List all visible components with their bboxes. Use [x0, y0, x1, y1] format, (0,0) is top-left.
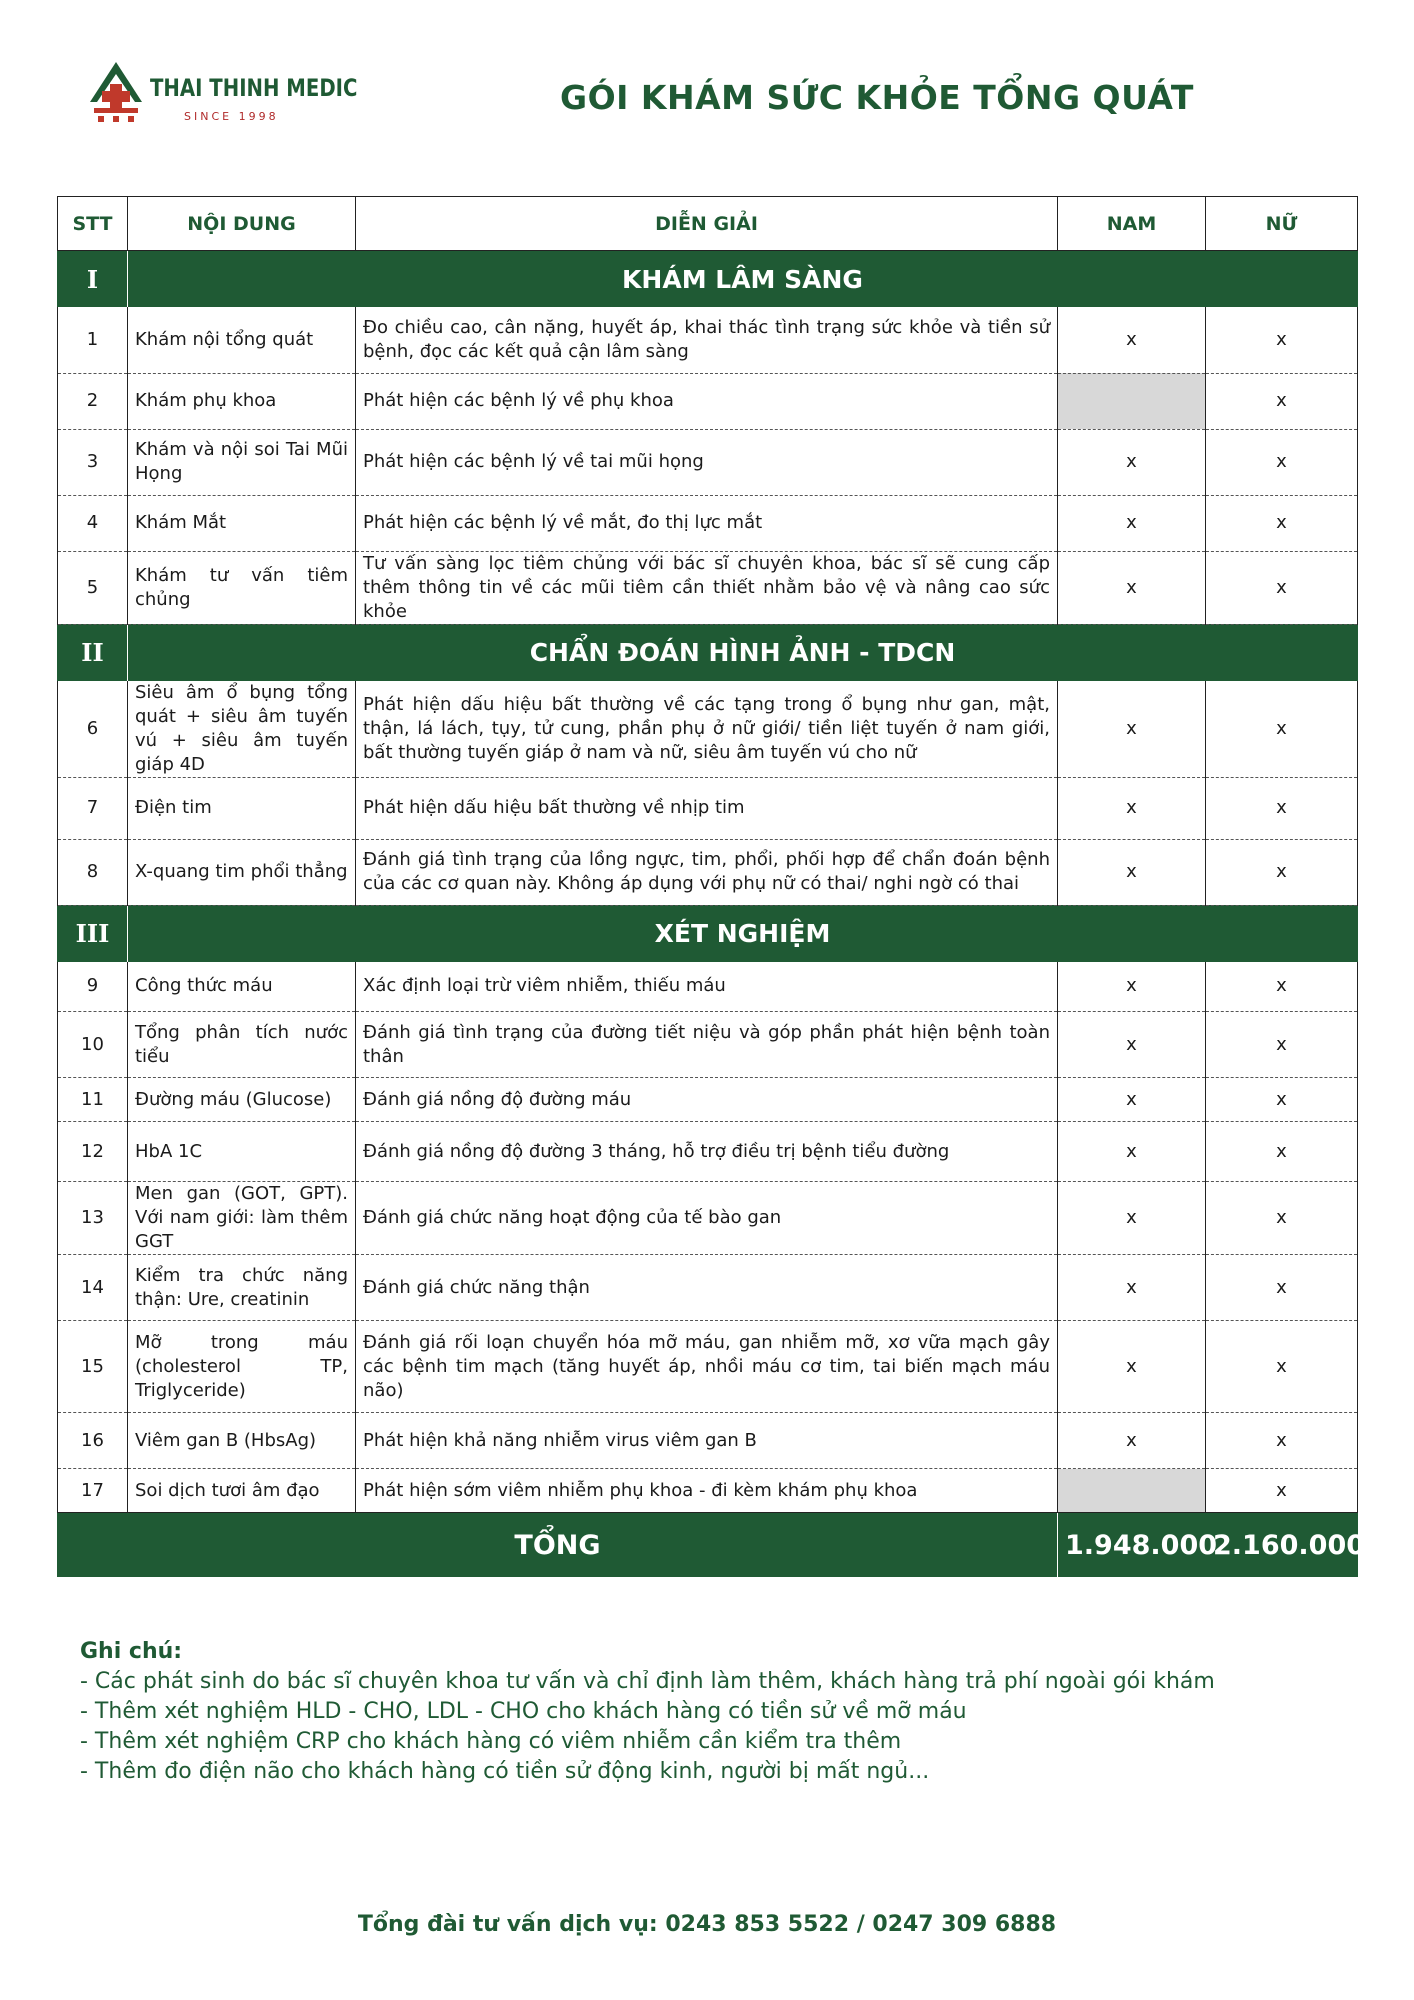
male-check [1058, 1469, 1206, 1513]
service-description: Đánh giá chức năng hoạt động của tế bào gan [356, 1182, 1058, 1255]
section-title: CHẨN ĐOÁN HÌNH ẢNH - TDCN [128, 624, 1358, 681]
female-check: x [1206, 1182, 1358, 1255]
section-title: KHÁM LÂM SÀNG [128, 251, 1358, 308]
service-name: Công thức máu [128, 962, 356, 1012]
table-row [58, 307, 1358, 373]
row-number: 13 [58, 1182, 128, 1255]
service-description: Phát hiện sớm viêm nhiễm phụ khoa - đi kèm khám phụ khoa [356, 1469, 1058, 1513]
note-item: - Thêm xét nghiệm HLD - CHO, LDL - CHO cho khách hàng có tiền sử về mỡ máu [80, 1699, 967, 1724]
female-check: x [1206, 962, 1358, 1012]
table-row [58, 1413, 1358, 1469]
service-description: Đánh giá tình trạng của đường tiết niệu và góp phần phát hiện bệnh toàn thân [356, 1012, 1058, 1078]
table-header-row [58, 197, 1358, 251]
header-stt: STT [58, 197, 128, 251]
service-name: Điện tim [128, 777, 356, 839]
male-check: x [1058, 1012, 1206, 1078]
female-check: x [1206, 681, 1358, 778]
page-title: GÓI KHÁM SỨC KHỎE TỔNG QUÁT [560, 78, 1194, 117]
female-check: x [1206, 777, 1358, 839]
table-row [58, 495, 1358, 551]
note-item: - Thêm xét nghiệm CRP cho khách hàng có viêm nhiễm cần kiểm tra thêm [80, 1729, 902, 1754]
total-price-female: 2.160.000 [1206, 1513, 1358, 1578]
row-number: 9 [58, 962, 128, 1012]
male-check: x [1058, 681, 1206, 778]
male-check: x [1058, 495, 1206, 551]
service-description: Phát hiện các bệnh lý về phụ khoa [356, 373, 1058, 429]
female-check: x [1206, 1413, 1358, 1469]
note-item: - Các phát sinh do bác sĩ chuyên khoa tư vấn và chỉ định làm thêm, khách hàng trả phí ngoài gói khám [80, 1669, 1215, 1694]
table-row [58, 777, 1358, 839]
table-row [58, 1078, 1358, 1122]
service-description: Đánh giá nồng độ đường 3 tháng, hỗ trợ điều trị bệnh tiểu đường [356, 1122, 1058, 1182]
row-number: 11 [58, 1078, 128, 1122]
header-male: NAM [1058, 197, 1206, 251]
row-number: 10 [58, 1012, 128, 1078]
service-name: Khám tư vấn tiêm chủng [128, 551, 356, 624]
row-number: 8 [58, 839, 128, 905]
male-check: x [1058, 1122, 1206, 1182]
service-description: Tư vấn sàng lọc tiêm chủng với bác sĩ chuyên khoa, bác sĩ sẽ cung cấp thêm thông tin về các mũi tiêm cần thiết nhằm bảo vệ và nâng cao sức khỏe [356, 551, 1058, 624]
hotline-footer: Tổng đài tư vấn dịch vụ: 0243 853 5522 / 0247 309 6888 [357, 1912, 1057, 1937]
female-check: x [1206, 1122, 1358, 1182]
total-row [58, 1513, 1358, 1578]
service-name: Khám phụ khoa [128, 373, 356, 429]
hospital-cross-icon [88, 60, 144, 126]
female-check: x [1206, 429, 1358, 495]
male-check: x [1058, 962, 1206, 1012]
table-body [58, 251, 1358, 1513]
service-name: Khám và nội soi Tai Mũi Họng [128, 429, 356, 495]
male-check: x [1058, 307, 1206, 373]
service-description: Đánh giá nồng độ đường máu [356, 1078, 1058, 1122]
section-title: XÉT NGHIỆM [128, 905, 1358, 962]
total-label: TỔNG [58, 1513, 1058, 1578]
service-name: Khám Mắt [128, 495, 356, 551]
section-number: I [58, 251, 128, 308]
service-name: Khám nội tổng quát [128, 307, 356, 373]
row-number: 16 [58, 1413, 128, 1469]
service-description: Phát hiện dấu hiệu bất thường về nhịp tim [356, 777, 1058, 839]
male-check: x [1058, 429, 1206, 495]
male-check: x [1058, 1413, 1206, 1469]
male-check: x [1058, 1255, 1206, 1321]
note-item: - Thêm đo điện não cho khách hàng có tiền sử động kinh, người bị mất ngủ... [80, 1759, 930, 1784]
total-price-male: 1.948.000 [1058, 1513, 1206, 1578]
table-row [58, 1255, 1358, 1321]
brand-name: THAI THINH MEDIC [150, 74, 358, 102]
service-name: HbA 1C [128, 1122, 356, 1182]
section-header-row [58, 251, 1358, 308]
male-check: x [1058, 777, 1206, 839]
table-row [58, 962, 1358, 1012]
brand-logo [88, 60, 358, 130]
section-number: III [58, 905, 128, 962]
row-number: 4 [58, 495, 128, 551]
service-description: Đánh giá chức năng thận [356, 1255, 1058, 1321]
service-name: Tổng phân tích nước tiểu [128, 1012, 356, 1078]
service-description: Phát hiện các bệnh lý về mắt, đo thị lực mắt [356, 495, 1058, 551]
table-row [58, 1012, 1358, 1078]
female-check: x [1206, 1078, 1358, 1122]
service-description: Xác định loại trừ viêm nhiễm, thiếu máu [356, 962, 1058, 1012]
table-row [58, 1469, 1358, 1513]
male-check [1058, 373, 1206, 429]
male-check: x [1058, 1182, 1206, 1255]
package-table [57, 196, 1366, 1577]
female-check: x [1206, 495, 1358, 551]
male-check: x [1058, 1321, 1206, 1413]
service-description: Phát hiện các bệnh lý về tai mũi họng [356, 429, 1058, 495]
brand-since: SINCE 1998 [184, 110, 279, 123]
table-row [58, 551, 1358, 624]
notes-title: Ghi chú: [80, 1639, 183, 1664]
female-check: x [1206, 1321, 1358, 1413]
row-number: 17 [58, 1469, 128, 1513]
table-row [58, 373, 1358, 429]
header-female: NỮ [1206, 197, 1358, 251]
row-number: 1 [58, 307, 128, 373]
male-check: x [1058, 839, 1206, 905]
male-check: x [1058, 1078, 1206, 1122]
row-number: 3 [58, 429, 128, 495]
row-number: 2 [58, 373, 128, 429]
female-check: x [1206, 1469, 1358, 1513]
service-name: Kiểm tra chức năng thận: Ure, creatinin [128, 1255, 356, 1321]
service-description: Đo chiều cao, cân nặng, huyết áp, khai thác tình trạng sức khỏe và tiền sử bệnh, đọc các kết quả cận lâm sàng [356, 307, 1058, 373]
female-check: x [1206, 307, 1358, 373]
row-number: 15 [58, 1321, 128, 1413]
service-name: Men gan (GOT, GPT). Với nam giới: làm thêm GGT [128, 1182, 356, 1255]
service-description: Đánh giá tình trạng của lồng ngực, tim, phổi, phối hợp để chẩn đoán bệnh của các cơ quan này. Không áp dụng với phụ nữ có thai/ nghi ngờ có thai [356, 839, 1058, 905]
section-header-row [58, 624, 1358, 681]
female-check: x [1206, 551, 1358, 624]
table-row [58, 1122, 1358, 1182]
row-number: 7 [58, 777, 128, 839]
male-check: x [1058, 551, 1206, 624]
row-number: 12 [58, 1122, 128, 1182]
row-number: 6 [58, 681, 128, 778]
female-check: x [1206, 1012, 1358, 1078]
table-row [58, 1182, 1358, 1255]
service-name: Đường máu (Glucose) [128, 1078, 356, 1122]
service-name: X-quang tim phổi thẳng [128, 839, 356, 905]
table-row [58, 1321, 1358, 1413]
table-row [58, 681, 1358, 778]
row-number: 5 [58, 551, 128, 624]
service-name: Mỡ trong máu (cholesterol TP, Triglyceride) [128, 1321, 356, 1413]
header-description: DIỄN GIẢI [356, 197, 1058, 251]
service-name: Soi dịch tươi âm đạo [128, 1469, 356, 1513]
service-description: Phát hiện khả năng nhiễm virus viêm gan B [356, 1413, 1058, 1469]
female-check: x [1206, 1255, 1358, 1321]
service-name: Viêm gan B (HbsAg) [128, 1413, 356, 1469]
service-description: Đánh giá rối loạn chuyển hóa mỡ máu, gan nhiễm mỡ, xơ vữa mạch gây các bệnh tim mạch (tăng huyết áp, nhồi máu cơ tim, tai biến mạch máu não) [356, 1321, 1058, 1413]
table-row [58, 839, 1358, 905]
table-row [58, 429, 1358, 495]
notes-block [80, 1637, 1330, 1787]
service-name: Siêu âm ổ bụng tổng quát + siêu âm tuyến vú + siêu âm tuyến giáp 4D [128, 681, 356, 778]
section-number: II [58, 624, 128, 681]
service-description: Phát hiện dấu hiệu bất thường về các tạng trong ổ bụng như gan, mật, thận, lá lách, tụy, tử cung, phần phụ ở nữ giới/ tiền liệt tuyến ở nam giới, bất thường tuyến giáp ở nam và nữ, siêu âm tuyến vú cho nữ [356, 681, 1058, 778]
female-check: x [1206, 839, 1358, 905]
row-number: 14 [58, 1255, 128, 1321]
female-check: x [1206, 373, 1358, 429]
header-content: NỘI DUNG [128, 197, 356, 251]
section-header-row [58, 905, 1358, 962]
